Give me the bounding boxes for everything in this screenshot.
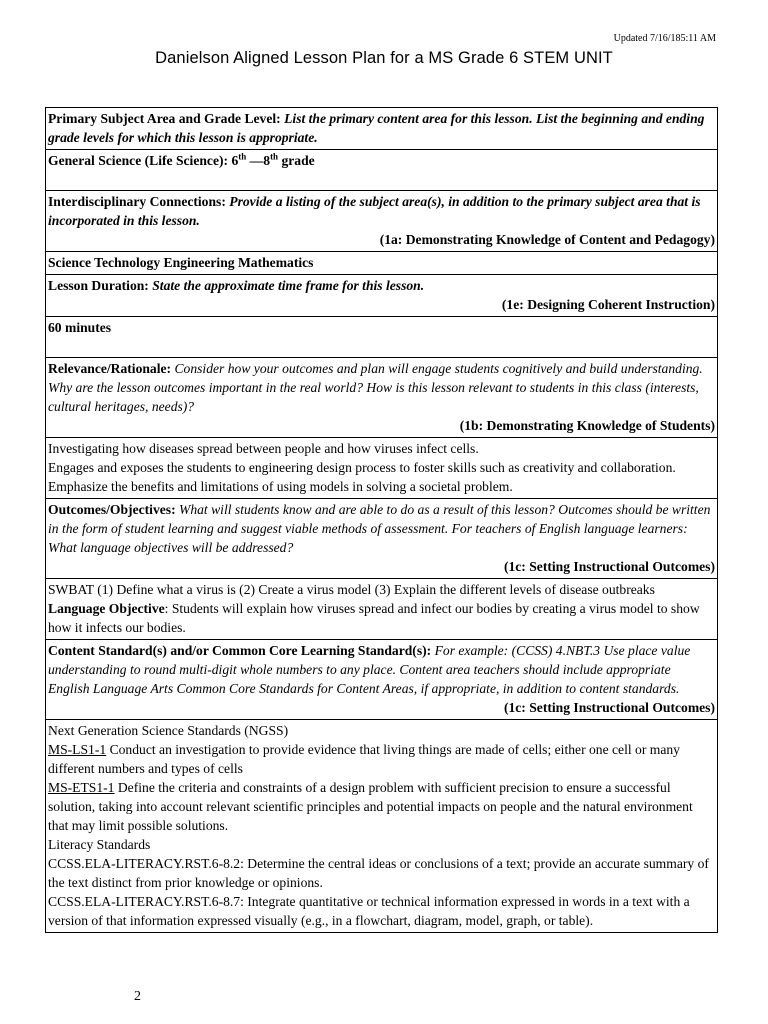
subject-answer-suffix: grade — [278, 153, 315, 168]
outcomes-domain: (1c: Setting Instructional Outcomes) — [503, 559, 715, 574]
interdisciplinary-label: Interdisciplinary Connections: — [48, 194, 226, 209]
page-number: 2 — [134, 989, 141, 1004]
subject-answer-prefix: General Science (Life Science): 6 — [48, 153, 239, 168]
standards-label: Content Standard(s) and/or Common Core Learning Standard(s): — [48, 643, 432, 658]
rst-6-8-7: CCSS.ELA-LITERACY.RST.6-8.7: Integrate quantitative or technical information expressed in words in a text with a version of that information expressed visually (e.g., in a flowchart, diagram, model, graph, or table). — [48, 894, 690, 928]
lesson-plan-table — [45, 107, 718, 933]
relevance-answer-line: Investigating how diseases spread between people and how viruses infect cells. — [48, 441, 479, 456]
subject-label: Primary Subject Area and Grade Level: — [48, 111, 281, 126]
rst-6-8-2: CCSS.ELA-LITERACY.RST.6-8.2: Determine the central ideas or conclusions of a text; provide an accurate summary of the text distinct from prior knowledge or opinions. — [48, 856, 709, 890]
outcomes-prompt-row — [46, 498, 717, 578]
subject-sup-1: th — [238, 151, 247, 162]
ms-ets1-1-code: MS-ETS1-1 — [48, 780, 115, 795]
relevance-label: Relevance/Rationale: — [48, 361, 172, 376]
outcomes-prompt: What will students know and are able to do as a result of this lesson? Outcomes should be written in the form of student learning and suggest viable methods of assessment. For teachers of English language learners: What language objectives will be addressed? — [48, 502, 711, 555]
duration-domain: (1e: Designing Coherent Instruction) — [501, 297, 715, 312]
ms-ls1-1-code: MS-LS1-1 — [48, 742, 107, 757]
subject-prompt: List the primary content area for this lesson. List the beginning and ending grade levels for which this lesson is appropriate. — [48, 111, 705, 145]
interdisciplinary-prompt-row — [46, 190, 717, 251]
relevance-answer-line: Emphasize the benefits and limitations of using models in solving a societal problem. — [48, 479, 513, 494]
updated-timestamp: Updated 7/16/185:11 AM — [613, 33, 716, 44]
subject-sup-2: th — [270, 151, 279, 162]
relevance-answer-row — [46, 437, 717, 498]
language-objective-label: Language Objective — [48, 601, 165, 616]
literacy-heading: Literacy Standards — [48, 837, 151, 852]
page-title: Danielson Aligned Lesson Plan for a MS Grade 6 STEM UNIT — [155, 49, 613, 67]
standards-domain: (1c: Setting Instructional Outcomes) — [503, 700, 715, 715]
outcomes-label: Outcomes/Objectives: — [48, 502, 176, 517]
duration-label: Lesson Duration: — [48, 278, 149, 293]
duration-prompt-row — [46, 274, 717, 316]
subject-prompt-row — [46, 108, 717, 149]
relevance-prompt-row — [46, 357, 717, 437]
ngss-heading: Next Generation Science Standards (NGSS) — [48, 723, 289, 738]
duration-answer-row — [46, 316, 717, 357]
standards-answer-row — [46, 719, 717, 932]
ms-ets1-1-text: Define the criteria and constraints of a design problem with sufficient precision to ensure a successful solution, taking into account relevant scientific principles and potential impacts on people and the natural environment that may limit possible solutions. — [48, 780, 693, 833]
standards-prompt: For example: (CCSS) 4.NBT.3 Use place value understanding to round multi-digit whole numbers to any place. Content area teachers should include appropriate English Language Arts Common Core Standards for Content Areas, if appropriate, in addition to content standards. — [48, 643, 691, 696]
interdisciplinary-answer: Science Technology Engineering Mathematics — [48, 255, 314, 270]
duration-answer: 60 minutes — [48, 320, 112, 335]
subject-answer-row — [46, 149, 717, 190]
ms-ls1-1-text: Conduct an investigation to provide evidence that living things are made of cells; either one cell or many different numbers and types of cells — [48, 742, 680, 776]
relevance-answer-line: Engages and exposes the students to engineering design process to foster skills such as creativity and collaboration. — [48, 460, 676, 475]
relevance-prompt: Consider how your outcomes and plan will engage students cognitively and build understanding. Why are the lesson outcomes important in the real world? How is this lesson relevant to students in this class (interests, cultural heritages, needs)? — [48, 361, 703, 414]
interdisciplinary-answer-row — [46, 251, 717, 274]
outcomes-answer-row — [46, 578, 717, 639]
subject-answer-mid: —8 — [246, 153, 271, 168]
duration-prompt: State the approximate time frame for this lesson. — [152, 278, 425, 293]
interdisciplinary-prompt: Provide a listing of the subject area(s), in addition to the primary subject area that is incorporated in this lesson. — [48, 194, 701, 228]
outcomes-swbat: SWBAT (1) Define what a virus is (2) Create a virus model (3) Explain the different levels of disease outbreaks — [48, 582, 655, 597]
language-objective-text: : Students will explain how viruses spread and infect our bodies by creating a virus model to show how it infects our bodies. — [48, 601, 700, 635]
standards-prompt-row — [46, 639, 717, 719]
relevance-domain: (1b: Demonstrating Knowledge of Students) — [459, 418, 715, 433]
interdisciplinary-domain: (1a: Demonstrating Knowledge of Content and Pedagogy) — [379, 232, 715, 247]
